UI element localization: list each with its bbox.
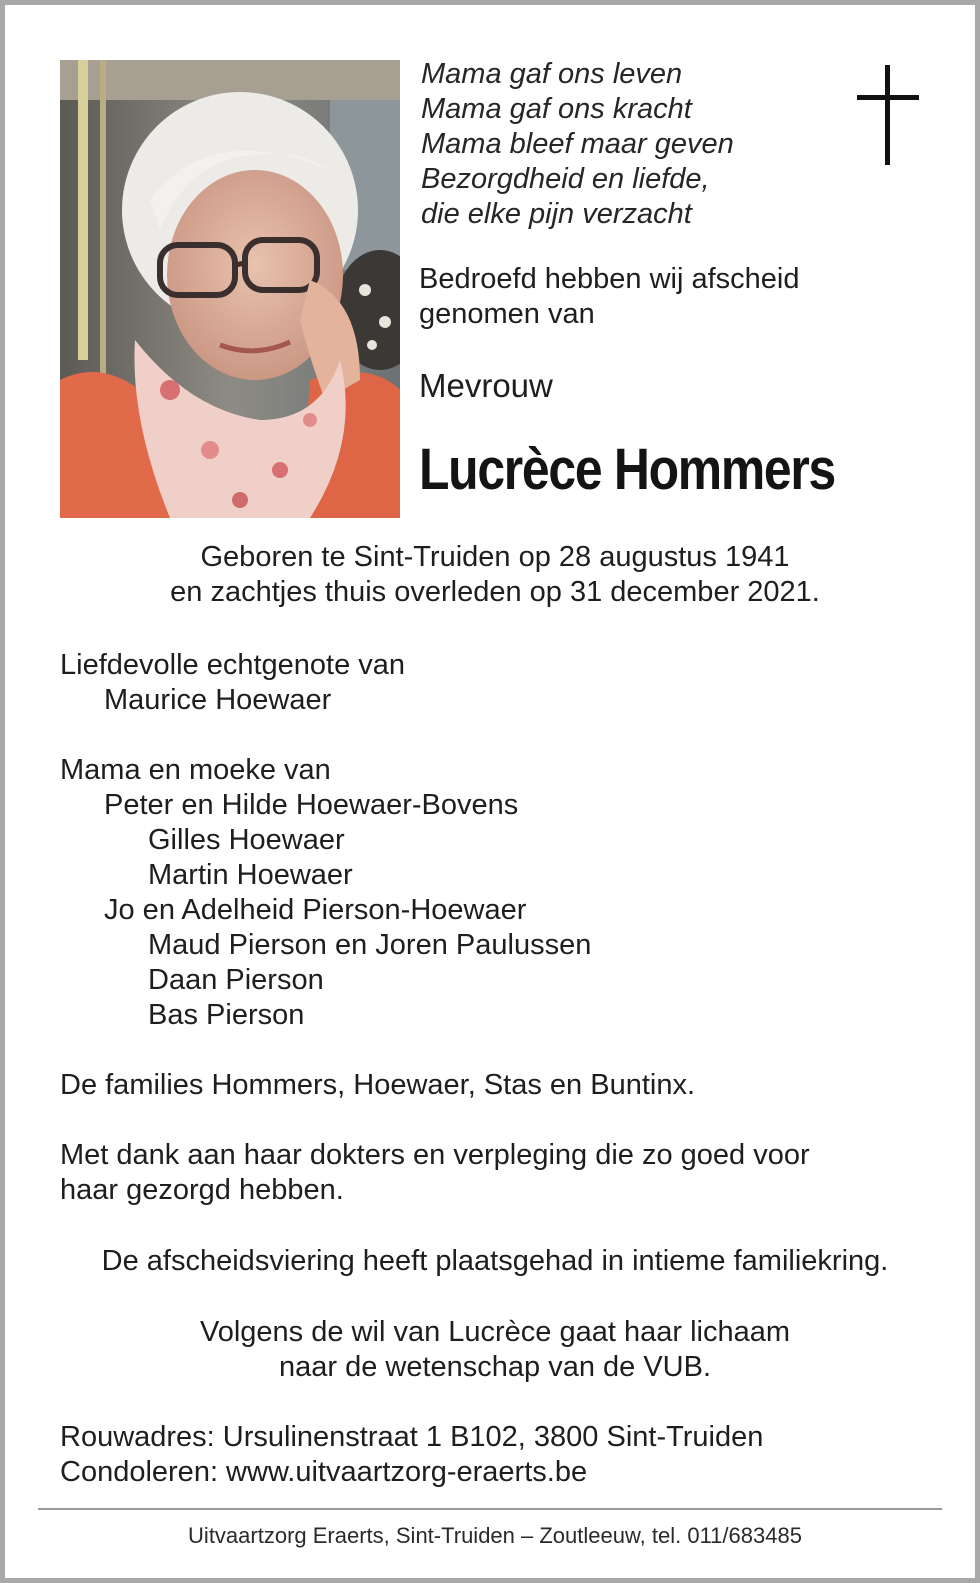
intro-text <box>419 262 859 332</box>
grandchild-line: Maud Pierson en Joren Paulussen <box>148 929 592 961</box>
families-text: De families Hommers, Hoewaer, Stas en Buntinx. <box>60 1069 696 1101</box>
portrait-image <box>60 60 400 518</box>
contact-section <box>60 1420 763 1490</box>
grandchild-line: Gilles Hoewaer <box>148 824 345 856</box>
cross-icon <box>857 65 919 165</box>
spouse-section <box>60 648 405 718</box>
death-line: en zachtjes thuis overleden op 31 december 2021. <box>170 576 820 608</box>
children-label: Mama en moeke van <box>60 754 331 786</box>
poem-line: Mama gaf ons kracht <box>421 93 692 125</box>
address-line: Rouwadres: Ursulinenstraat 1 B102, 3800 Sint-Truiden <box>60 1421 764 1453</box>
thanks-text <box>60 1138 810 1208</box>
honorific: Mevrouw <box>419 367 553 404</box>
poem <box>421 57 734 232</box>
child-line: Peter en Hilde Hoewaer-Bovens <box>104 789 519 821</box>
intro-line: genomen van <box>419 298 595 330</box>
thanks-line: Met dank aan haar dokters en verpleging die zo goed voor <box>60 1139 810 1171</box>
funeral-home-footer: Uitvaartzorg Eraerts, Sint-Truiden – Zoutleeuw, tel. 011/683485 <box>188 1523 802 1548</box>
spouse-name: Maurice Hoewaer <box>104 684 332 716</box>
condolences-line: Condoleren: www.uitvaartzorg-eraerts.be <box>60 1456 588 1488</box>
child-line: Jo en Adelheid Pierson-Hoewaer <box>104 894 527 926</box>
poem-line: Mama bleef maar geven <box>421 128 734 160</box>
deceased-name: Lucrèce Hommers <box>419 437 835 502</box>
spouse-label: Liefdevolle echtgenote van <box>60 649 406 681</box>
poem-line: die elke pijn verzacht <box>421 198 692 230</box>
poem-line: Mama gaf ons leven <box>421 58 683 90</box>
grandchild-line: Martin Hoewaer <box>148 859 353 891</box>
intro-line: Bedroefd hebben wij afscheid <box>419 263 800 295</box>
thanks-line: haar gezorgd hebben. <box>60 1174 344 1206</box>
birth-death-text <box>5 540 980 610</box>
wish-line: Volgens de wil van Lucrèce gaat haar lichaam <box>199 1316 791 1348</box>
birth-line: Geboren te Sint-Truiden op 28 augustus 1941 <box>200 541 790 573</box>
wish-line: naar de wetenschap van de VUB. <box>278 1351 712 1383</box>
divider <box>38 1508 942 1510</box>
children-section <box>60 753 591 1033</box>
poem-line: Bezorgdheid en liefde, <box>421 163 710 195</box>
ceremony-text: De afscheidsviering heeft plaatsgehad in intieme familiekring. <box>101 1245 889 1277</box>
wish-text <box>5 1315 980 1385</box>
portrait-photo <box>60 60 400 518</box>
grandchild-line: Daan Pierson <box>148 964 324 996</box>
grandchild-line: Bas Pierson <box>148 999 305 1031</box>
